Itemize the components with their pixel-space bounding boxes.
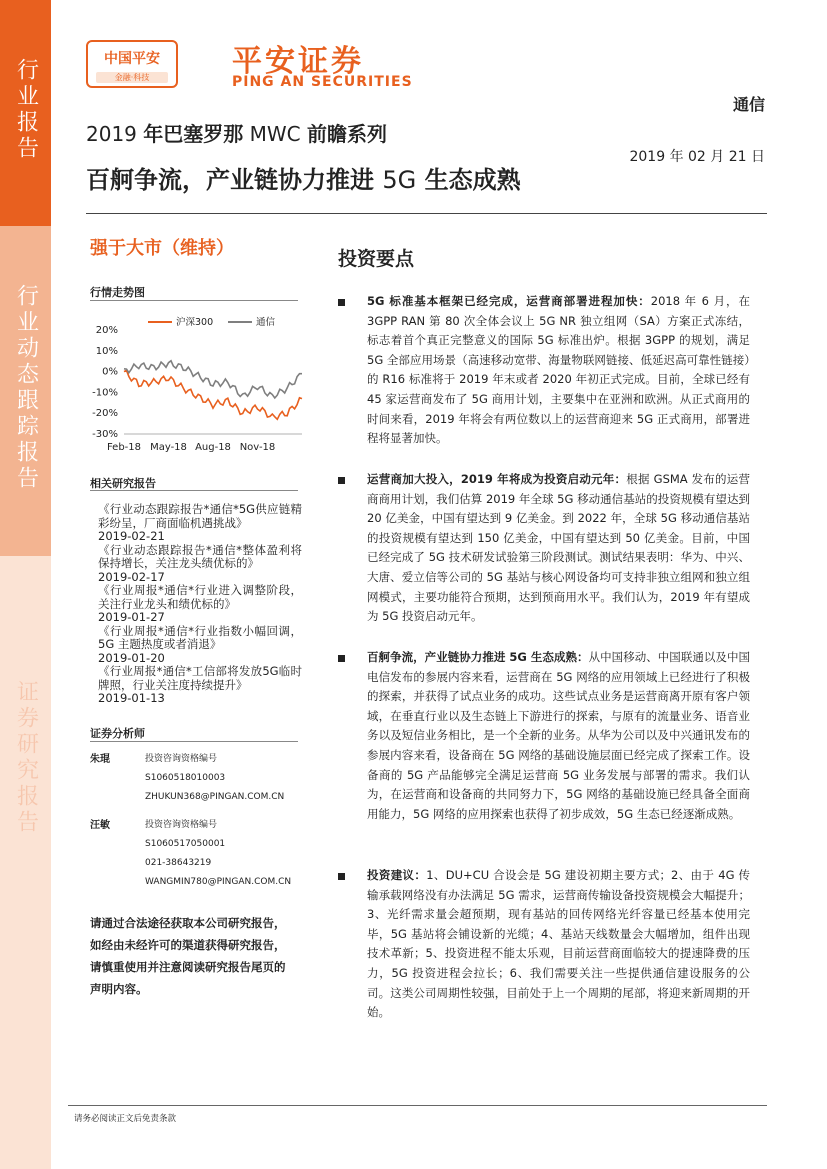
point-lead: 运营商加大投入，2019 年将成为投资启动元年： xyxy=(367,472,627,486)
x-tick-label: May-18 xyxy=(150,442,187,453)
logo-name: 中国平安 xyxy=(104,51,160,67)
side-label-research: 证券研究报告 xyxy=(13,680,39,836)
legend-label: 沪深300 xyxy=(176,317,214,328)
side-band-bottom xyxy=(0,556,51,1169)
y-tick-label: -10% xyxy=(92,387,118,399)
y-tick-label: -30% xyxy=(92,429,118,440)
related-report-date: 2019-02-17 xyxy=(98,569,165,584)
point-body: 根据 GSMA 发布的运营商商用计划，我们估算 2019 年全球 5G 移动通信基站的投资规模有望达到 20 亿美金，中国有望达到 9 亿美金。到 2022 年，全球 5G 移动通信基站的投资规模有望达到 150 亿美金，中国有望达到 50 亿美金。目前，中国已经完成了 5G 技术研发试验第三阶段测试。测试结果表明：华为、中兴、大唐、爱立信等公司的 5G 基站与核心网设备均可支持非独立组网和独立组网模式，主要功能符合预期，达到预商用水平。我们认为，2019 年有望成为 5G 投资启动元年。 xyxy=(367,472,750,624)
analysts-divider xyxy=(90,741,298,742)
market-chart-title: 行情走势图 xyxy=(90,286,145,299)
series-part1: 年巴塞罗那 xyxy=(143,122,244,146)
y-tick-label: 0% xyxy=(102,366,118,378)
related-report[interactable] xyxy=(98,665,302,706)
analyst-name: 汪敏 xyxy=(90,820,110,831)
investment-point xyxy=(338,470,750,627)
analyst-info xyxy=(145,816,315,892)
bullet-square-icon xyxy=(338,655,345,662)
x-tick-label: Feb-18 xyxy=(106,442,142,453)
related-report-date: 2019-01-27 xyxy=(98,610,165,624)
x-tick-label: Nov-18 xyxy=(239,442,276,453)
headline xyxy=(86,160,521,195)
related-reports-title: 相关研究报告 xyxy=(90,477,156,490)
market-chart-divider xyxy=(90,300,298,301)
analyst-name: 朱琨 xyxy=(90,754,110,765)
headline-part1: 百舸争流，产业链协力推进 xyxy=(86,166,374,194)
analyst-email[interactable]: WANGMIN780@PINGAN.COM.CN xyxy=(145,877,292,887)
market-trend-chart xyxy=(90,310,310,460)
series-part3: 前瞻系列 xyxy=(306,122,387,146)
side-band-top xyxy=(0,0,51,226)
header-divider xyxy=(86,213,767,214)
industry-label: 通信 xyxy=(732,95,765,114)
footer-note: 请务必阅读正文后免责条款 xyxy=(74,1114,177,1124)
y-tick-label: 10% xyxy=(95,345,118,357)
series-part2: MWC xyxy=(249,122,301,146)
investment-point xyxy=(338,292,750,449)
side-label-report-subtype: 行业动态跟踪报告 xyxy=(13,284,39,492)
bullet-square-icon xyxy=(338,299,345,306)
headline-part3: 生态成熟 xyxy=(424,166,521,194)
related-report[interactable] xyxy=(98,544,302,585)
investment-point xyxy=(338,866,750,1023)
side-label-report-type: 行业报告 xyxy=(13,58,39,162)
y-tick-label: -20% xyxy=(92,408,118,420)
related-report-title: 《行业周报*通信*工信部将发放5G临时牌照，行业关注度持续提升》 xyxy=(98,664,302,692)
ping-an-logo xyxy=(86,40,178,88)
series-title xyxy=(86,118,387,147)
brand-name-en: PING AN SECURITIES xyxy=(232,74,413,90)
point-body: 2018 年 6 月，在 3GPP RAN 第 80 次全体会议上 5G NR 独立组网（SA）方案正式冻结，标志着首个真正完整意义的国际 5G 标准出炉。根据 3GPP 的规划，满足 5G 全部应用场景（高速移动宽带、海量物联网链接、低延迟高可靠性链接）的 R16 标准将于 2019 年末或者 2020 年初正式完成。目前，全球已经有 45 家运营商发布了 5G 商用计划，主要集中在亚洲和欧洲。从正式商用的时间来看，2019 年将会有两位数以上的运营商迎来 5G 正式商用，部署进程将显著加快。 xyxy=(367,294,750,446)
bullet-square-icon xyxy=(338,873,345,880)
x-tick-label: Aug-18 xyxy=(195,442,231,453)
series-year: 2019 xyxy=(86,122,137,146)
point-body: 从中国移动、中国联通以及中国电信发布的参展内容来看，运营商在 5G 网络的应用领域上已经进行了积极的探索，并获得了试点业务的成功。这些试点业务是运营商离开原有客户领域，在垂直行业以及生态链上下游进行的探索，与原有的流量业务、语音业务以及短信业务相比，是一个全新的业务。从华为公司以及中兴通讯发布的参展内容来看，设备商在 5G 网络的基础设施层面已经完成了探索工作。设备商的 5G 产品能够完全满足运营商 5G 业务发展与部署的需求。我们认为，在运营商和设备商的共同努力下，5G 网络的基础设施已经具备全面商用能力，5G 网络的应用探索也获得了初步成效，5G 生态已经逐渐成熟。 xyxy=(367,650,751,821)
analyst-email[interactable]: ZHUKUN368@PINGAN.COM.CN xyxy=(145,792,285,802)
headline-part2: 5G xyxy=(382,166,417,194)
related-report[interactable] xyxy=(98,625,302,666)
bullet-square-icon xyxy=(338,477,345,484)
related-report-date: 2019-01-13 xyxy=(98,691,165,705)
side-band xyxy=(0,0,51,1169)
point-lead: 5G 标准基本框架已经完成，运营商部署进程加快： xyxy=(367,294,651,308)
analyst-cert-id: S1060517050001 xyxy=(145,839,226,849)
related-report[interactable] xyxy=(98,503,302,544)
analyst-cert-label: 投资咨询资格编号 xyxy=(145,820,218,830)
logo-tagline: 金融·科技 xyxy=(96,72,168,83)
series-line xyxy=(124,361,302,398)
related-report-title: 《行业周报*通信*行业指数小幅回调，5G 主题热度或者消退》 xyxy=(98,623,302,651)
related-reports-list xyxy=(98,503,302,706)
point-lead: 百舸争流，产业链协力推进 5G 生态成熟： xyxy=(367,650,589,664)
analyst-info xyxy=(145,750,315,807)
investment-highlights-title: 投资要点 xyxy=(338,248,415,270)
series-line xyxy=(124,370,302,419)
point-body: 1、DU+CU 合设会是 5G 建设初期主要方式；2、由于 4G 传输承载网络没有办法满足 5G 需求，运营商传输设备投资规模会大幅提升；3、光纤需求量会超预期，现有基站的回传网络光纤容量已经基本使用完毕，5G 基站将会铺设新的光缆；4、基站天线数量会大幅增加，组件出现技术革新；5、投资进程不能太乐观，目前运营商面临较大的提速降费的压力，5G 投资进程会拉长；6、我们需要关注一些提供通信建设服务的公司。这类公司周期性较强，目前处于上一个周期的尾部，将迎来新周期的开始。 xyxy=(367,868,750,1020)
reading-disclaimer: 请通过合法途径获取本公司研究报告，如经由未经许可的渠道获得研究报告，请慎重使用并注意阅读研究报告尾页的声明内容。 xyxy=(90,916,286,996)
side-band-middle xyxy=(0,226,51,556)
related-report-title: 《行业动态跟踪报告*通信*5G供应链精彩纷呈，厂商面临机遇挑战》 xyxy=(98,502,302,530)
analyst-cert-label: 投资咨询资格编号 xyxy=(145,754,218,764)
rating: 强于大市（维持） xyxy=(90,238,234,259)
legend-label: 通信 xyxy=(256,317,276,328)
report-date: 2019 年 02 月 21 日 xyxy=(629,149,765,165)
analyst-phone: 021-38643219 xyxy=(145,858,212,868)
related-report-date: 2019-01-20 xyxy=(98,650,165,665)
analysts-title: 证券分析师 xyxy=(90,727,145,740)
investment-point xyxy=(338,648,750,824)
brand-name-cn: 平安证券 xyxy=(232,44,364,79)
related-report-title: 《行业动态跟踪报告*通信*整体盈利将保持增长，关注龙头绩优标的》 xyxy=(98,542,302,570)
y-tick-label: 20% xyxy=(95,325,118,336)
related-reports-divider xyxy=(90,490,298,491)
related-report-title: 《行业周报*通信*行业进入调整阶段，关注行业龙头和绩优标的》 xyxy=(98,583,302,611)
related-report[interactable] xyxy=(98,584,302,625)
footer-divider xyxy=(68,1105,767,1106)
analyst-cert-id: S1060518010003 xyxy=(145,773,226,783)
point-lead: 投资建议： xyxy=(367,868,427,882)
related-report-date: 2019-02-21 xyxy=(98,529,165,543)
